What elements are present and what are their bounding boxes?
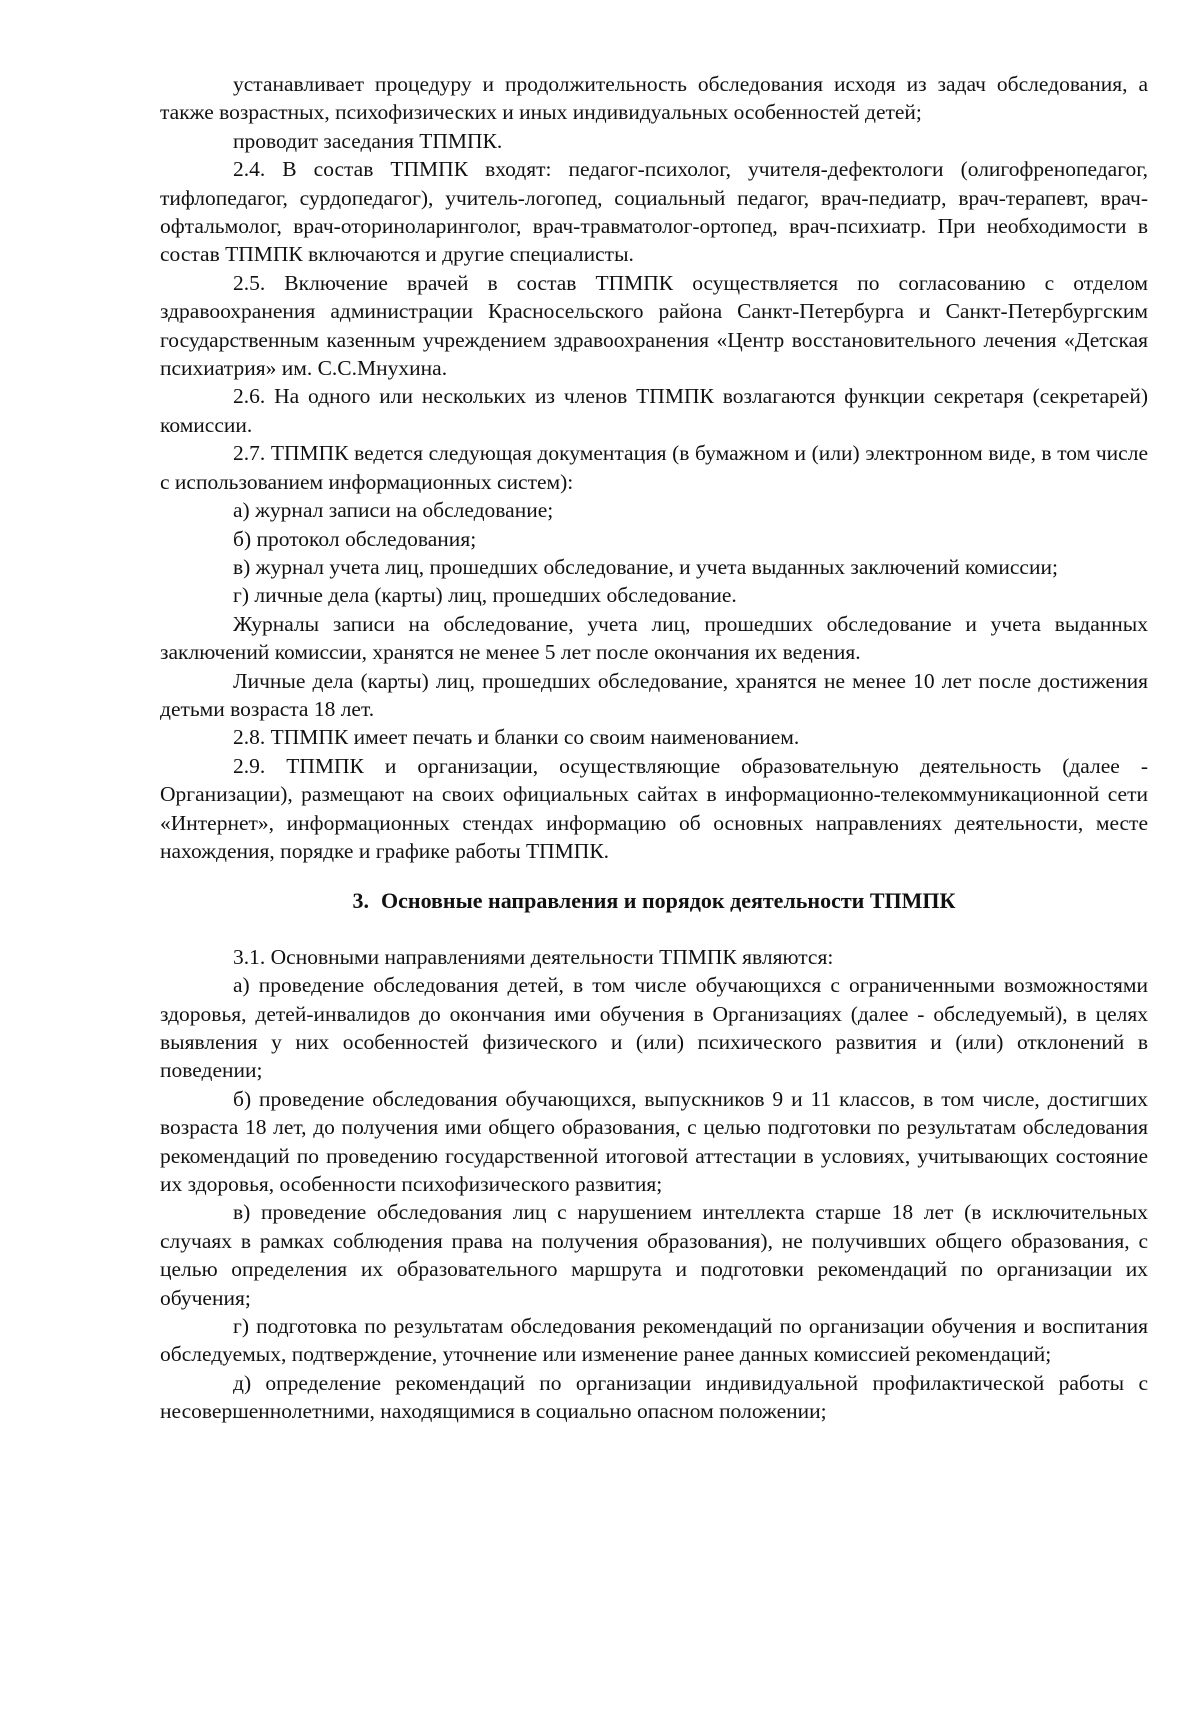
document-body-part-2 [160, 943, 1148, 1426]
paragraph: в) журнал учета лиц, прошедших обследование, и учета выданных заключений комиссии; [233, 554, 1058, 579]
paragraph: 2.4. В состав ТПМПК входят: педагог-психолог, учителя-дефектологи (олигофренопедагог, тифлопедагог, сурдопедагог), учитель-логопед, социальный педагог, врач-педиатр, врач-терапевт, врач-офтальмолог, врач-оториноларинголог, врач-травматолог-ортопед, врач-психиатр. При необходимости в состав ТПМПК включаются и другие специалисты. [160, 157, 1148, 267]
paragraph: 3.1. Основными направлениями деятельности ТПМПК являются: [233, 944, 834, 969]
paragraph: б) протокол обследования; [233, 526, 477, 551]
paragraph: в) проведение обследования лиц с нарушением интеллекта старше 18 лет (в исключительных случаях в рамках соблюдения права на получения образования), не получивших общего образования, с целью определения их образовательного маршрута и подготовки рекомендаций по организации их обучения; [160, 1200, 1148, 1310]
paragraph: а) проведение обследования детей, в том числе обучающихся с ограниченными возможностями здоровья, детей-инвалидов до окончания ими обучения в Организациях (далее - обследуемый), в целях выявления у них особенностей физического и (или) психического развития и (или) отклонений в поведении; [160, 973, 1148, 1083]
paragraph: устанавливает процедуру и продолжительность обследования исходя из задач обследования, а также возрастных, психофизических и иных индивидуальных особенностей детей; [160, 72, 1148, 125]
section-title: Основные направления и порядок деятельности ТПМПК [381, 888, 956, 914]
paragraph: 2.6. На одного или нескольких из членов ТПМПК возлагаются функции секретаря (секретарей) комиссии. [160, 384, 1148, 437]
paragraph: 2.5. Включение врачей в состав ТПМПК осуществляется по согласованию с отделом здравоохранения администрации Красносельского района Санкт-Петербурга и Санкт-Петербургским государственным казенным учреждением здравоохранения «Центр восстановительного лечения «Детская психиатрия» им. С.С.Мнухина. [160, 270, 1148, 381]
paragraph: 2.8. ТПМПК имеет печать и бланки со своим наименованием. [233, 725, 800, 750]
paragraph: г) подготовка по результатам обследования рекомендаций по организации обучения и воспитания обследуемых, подтверждение, уточнение или изменение ранее данных комиссией рекомендаций; [160, 1314, 1148, 1367]
section-number: 3. [352, 888, 370, 914]
paragraph: 2.7. ТПМПК ведется следующая документация (в бумажном и (или) электронном виде, в том числе с использованием информационных систем): [160, 441, 1148, 494]
section-heading [160, 887, 1148, 915]
paragraph: проводит заседания ТПМПК. [233, 128, 503, 153]
paragraph: Журналы записи на обследование, учета лиц, прошедших обследование и учета выданных заключений комиссии, хранятся не менее 5 лет после окончания их ведения. [160, 611, 1148, 665]
paragraph: а) журнал записи на обследование; [233, 498, 554, 523]
paragraph: б) проведение обследования обучающихся, выпускников 9 и 11 классов, в том числе, достигших возраста 18 лет, до получения ими общего образования, с целью подготовки по результатам обследования рекомендаций по проведению государственной итоговой аттестации в условиях, учитывающих состояние их здоровья, особенности психофизического развития; [160, 1086, 1148, 1197]
paragraph: 2.9. ТПМПК и организации, осуществляющие образовательную деятельность (далее - Организации), размещают на своих официальных сайтах в информационно-телекоммуникационной сети «Интернет», информационных стендах информацию об основных направлениях деятельности, месте нахождения, порядке и графике работы ТПМПК. [160, 753, 1148, 863]
paragraph: д) определение рекомендаций по организации индивидуальной профилактической работы с несовершеннолетними, находящимися в социально опасном положении; [160, 1370, 1148, 1424]
paragraph: г) личные дела (карты) лиц, прошедших обследование. [233, 583, 737, 608]
document-body-part-1 [160, 70, 1148, 865]
paragraph: Личные дела (карты) лиц, прошедших обследование, хранятся не менее 10 лет после достижения детьми возраста 18 лет. [160, 668, 1148, 721]
